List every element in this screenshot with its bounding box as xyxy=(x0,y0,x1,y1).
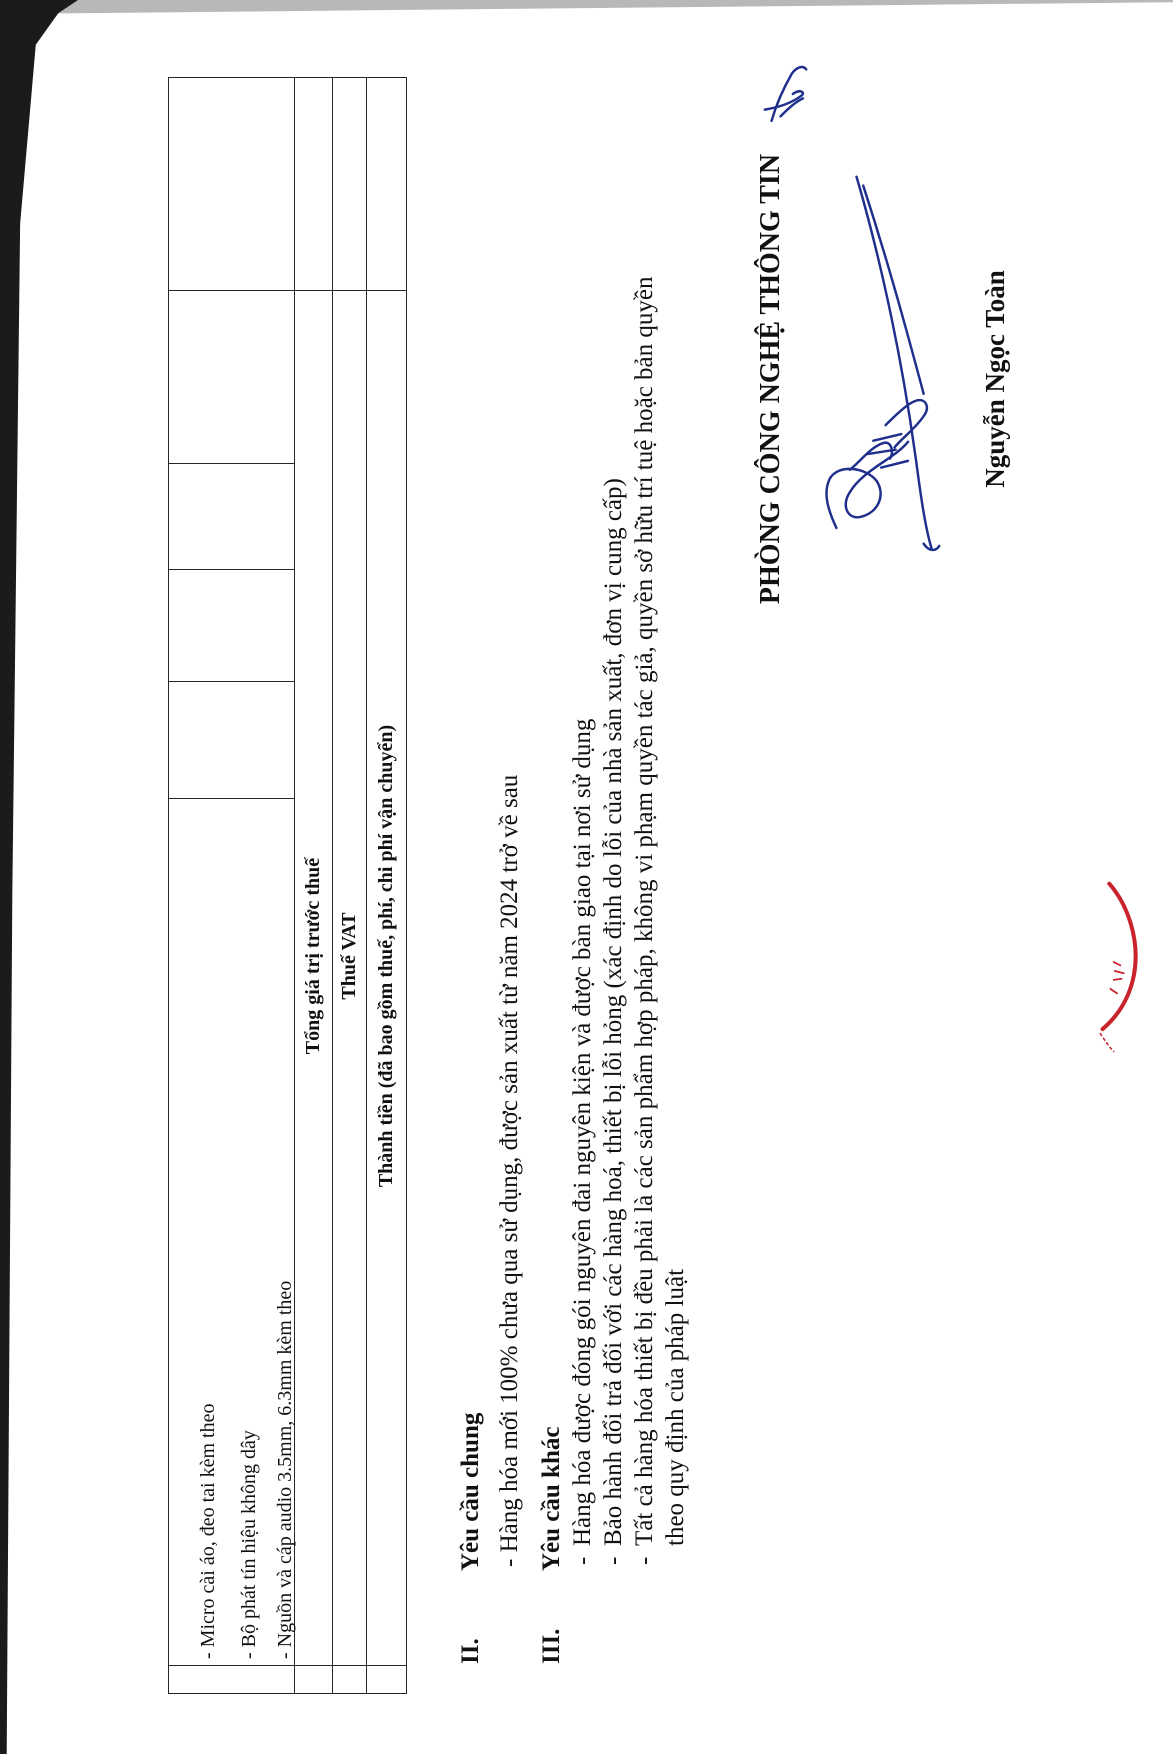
description-cell xyxy=(169,799,295,1666)
section-heading xyxy=(455,0,486,1754)
table-cell xyxy=(169,682,295,799)
list-marker: - xyxy=(569,1556,596,1565)
section-other-requirements xyxy=(536,0,691,1754)
items-table xyxy=(168,77,407,1694)
section-number: II. xyxy=(457,1638,484,1664)
department-title: PHÒNG CÔNG NGHỆ THÔNG TIN xyxy=(755,153,786,605)
summary-row xyxy=(333,78,367,1694)
summary-label-cell xyxy=(295,291,333,1666)
summary-value-cell xyxy=(367,78,407,291)
stt-cell xyxy=(333,1666,367,1694)
list-item xyxy=(629,0,660,1754)
table-cell xyxy=(169,291,295,464)
list-item-text: Tất cả hàng hóa thiết bị đều phải là các sản phẩm hợp pháp, không vi phạm quyền tác giả, quyền sở hữu trí tuệ hoặc bản quyền xyxy=(631,276,658,1546)
requirement-item xyxy=(494,0,525,1754)
summary-value-cell xyxy=(333,78,367,291)
spec-line: - Nguồn và cáp audio 3.5mm, 6.3mm kèm theo xyxy=(274,1280,296,1659)
list-marker: - xyxy=(600,1556,627,1565)
summary-row xyxy=(295,78,333,1694)
summary-label: Thành tiền (đã bao gồm thuế, phí, chi phí vận chuyển) xyxy=(375,724,397,1188)
signer-name: Nguyễn Ngọc Toàn xyxy=(980,270,1010,488)
list-item xyxy=(598,0,629,1754)
section-title: Yêu cầu chung xyxy=(457,1412,484,1571)
list-item xyxy=(567,0,598,1754)
summary-label: Tổng giá trị trước thuế xyxy=(302,857,324,1055)
section-heading xyxy=(536,0,567,1754)
stt-cell xyxy=(367,1666,407,1694)
table-row xyxy=(169,78,295,1694)
table-cell xyxy=(169,78,295,291)
spec-line: - Micro cài áo, đeo tai kèm theo xyxy=(197,1403,219,1659)
summary-label-cell xyxy=(333,291,367,1666)
list-item-text: theo quy định của pháp luật xyxy=(662,1268,689,1546)
summary-value-cell xyxy=(295,78,333,291)
summary-label-cell xyxy=(367,291,407,1666)
spec-line: - Bộ phát tín hiệu không dây xyxy=(238,1430,260,1659)
list-item-text: Bảo hành đổi trả đối với các hàng hoá, thiết bị lỗi hỏng (xác định do lỗi của nhà sản xuất, đơn vị cung cấp) xyxy=(600,478,627,1546)
section-title: Yêu cầu khác xyxy=(538,1426,565,1571)
summary-row xyxy=(367,78,407,1694)
section-general-requirements xyxy=(455,0,525,1754)
section-number: III. xyxy=(538,1628,565,1664)
stt-cell xyxy=(295,1666,333,1694)
table-cell xyxy=(169,464,295,570)
requirement-text: - Hàng hóa mới 100% chưa qua sử dụng, được sản xuất từ năm 2024 trở về sau xyxy=(496,774,523,1567)
summary-label: Thuế VAT xyxy=(338,912,360,1000)
stt-cell xyxy=(169,1666,295,1694)
list-marker: - xyxy=(631,1556,658,1565)
list-item-text: Hàng hóa được đóng gói nguyên đai nguyên kiện và được bàn giao tại nơi sử dụng xyxy=(569,718,596,1546)
table-cell xyxy=(169,570,295,682)
list-item-continuation xyxy=(660,0,691,1754)
